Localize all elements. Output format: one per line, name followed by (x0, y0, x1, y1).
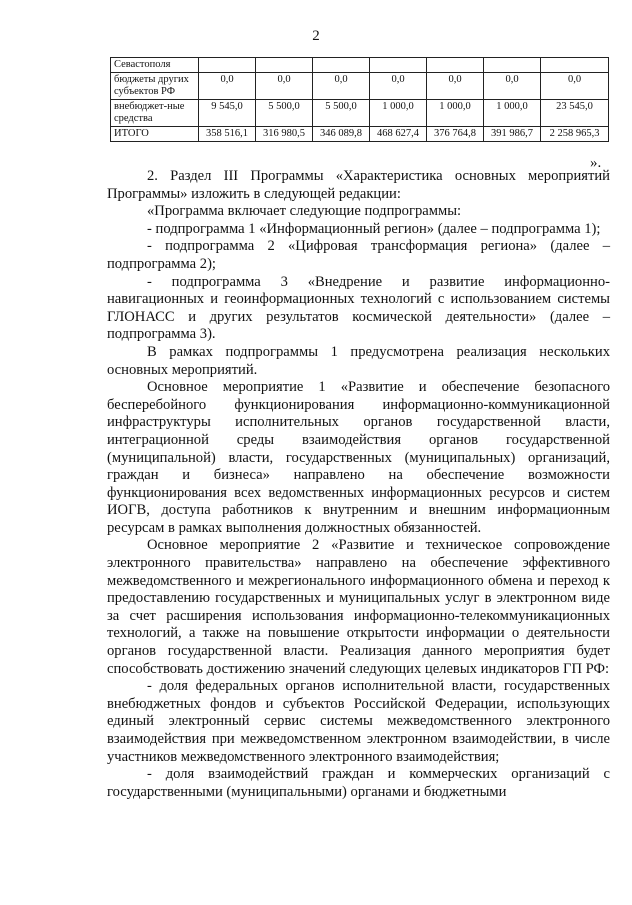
table-cell: 2 258 965,3 (541, 127, 609, 142)
table-cell (256, 58, 313, 73)
table-cell: 0,0 (199, 73, 256, 100)
paragraph-measure-2: Основное мероприятие 2 «Развитие и техническое сопровождение электронного правительства» направлено на обеспечение эффективного межведомственного и межрегионального информационного обмена и переход к предоставлению государственных и муниципальных услуг в электронном виде за счет расширения использования информационно-телекоммуникационных технологий, а также на повышение открытости информации о деятельности органов государственной власти. Реализация данного мероприятия будет способствовать достижению значений следующих целевых индикаторов ГП РФ: (107, 537, 610, 677)
paragraph-subprograms-intro: «Программа включает следующие подпрограммы: (147, 203, 462, 220)
table-cell: 391 986,7 (484, 127, 541, 142)
table-row-label: бюджеты других субъектов РФ (111, 73, 199, 100)
table-cell: 5 500,0 (256, 100, 313, 127)
table-cell: 0,0 (256, 73, 313, 100)
table-cell: 23 545,0 (541, 100, 609, 127)
table-cell: 0,0 (427, 73, 484, 100)
table-cell: 0,0 (484, 73, 541, 100)
paragraph-measure-1: Основное мероприятие 1 «Развитие и обеспечение безопасного бесперебойного функционирования информационно-коммуникационной инфраструктуры исполнительных органов государственной власти, интеграционной среды взаимодействия органов государственной (муниципальной) власти, государственных (муниципальных) организаций, граждан и бизнеса» направлено на обеспечение возможности функционирования всех ведомственных информационных ресурсов и систем ИОГВ, доступа работников к внутренним и внешним информационным ресурсам в рамках выполнения должностных обязанностей. (107, 379, 610, 536)
table-cell: 0,0 (370, 73, 427, 100)
table-cell: 376 764,8 (427, 127, 484, 142)
paragraph-subprogram-2: - подпрограмма 2 «Цифровая трансформация региона» (далее – подпрограмма 2); (107, 238, 610, 272)
table-row (111, 127, 609, 142)
table-cell: 358 516,1 (199, 127, 256, 142)
table-cell: 468 627,4 (370, 127, 427, 142)
table-row (111, 73, 609, 100)
page-number: 2 (312, 28, 320, 44)
table-row (111, 100, 609, 127)
paragraph-subprogram-1-scope: В рамках подпрограммы 1 предусмотрена реализация нескольких основных мероприятий. (107, 343, 610, 378)
closing-quote: ». (590, 155, 602, 171)
table-cell (370, 58, 427, 73)
document-body (107, 168, 610, 801)
table-cell: 316 980,5 (256, 127, 313, 142)
table-cell: 5 500,0 (313, 100, 370, 127)
table-cell: 346 089,8 (313, 127, 370, 142)
paragraph-subprogram-3: - подпрограмма 3 «Внедрение и развитие информационно-навигационных и геоинформационных технологий с использованием системы ГЛОНАСС и других результатов космической деятельности» (далее – подпрограмма 3). (107, 273, 610, 343)
table-cell: 0,0 (541, 73, 609, 100)
table-row (111, 58, 609, 73)
paragraph-indicator-2: - доля взаимодействий граждан и коммерческих организаций с государственными (муниципальными) органами и бюджетными (107, 766, 610, 800)
paragraph-subprogram-1: - подпрограмма 1 «Информационный регион» (далее – подпрограмма 1); (147, 220, 601, 237)
table-row-label: Севастополя (111, 58, 199, 73)
table-cell: 1 000,0 (484, 100, 541, 127)
table-cell (199, 58, 256, 73)
paragraph-indicator-1: - доля федеральных органов исполнительной власти, государственных внебюджетных фондов и субъектов Российской Федерации, использующих единый электронный сервис системы межведомственного электронного взаимодействия при межведомственном электронном взаимодействии, в числе участников межведомственного электронного взаимодействия; (107, 678, 610, 765)
budget-table (110, 57, 609, 142)
table-cell: 0,0 (313, 73, 370, 100)
table-cell (313, 58, 370, 73)
table-cell (541, 58, 609, 73)
table-cell (484, 58, 541, 73)
paragraph-section-intro: 2. Раздел III Программы «Характеристика основных мероприятий Программы» изложить в следующей редакции: (107, 168, 610, 202)
table-cell: 1 000,0 (427, 100, 484, 127)
table-cell: 1 000,0 (370, 100, 427, 127)
table-row-label: внебюджет-ные средства (111, 100, 199, 127)
table-cell (427, 58, 484, 73)
table-row-label: ИТОГО (111, 127, 199, 142)
table-cell: 9 545,0 (199, 100, 256, 127)
